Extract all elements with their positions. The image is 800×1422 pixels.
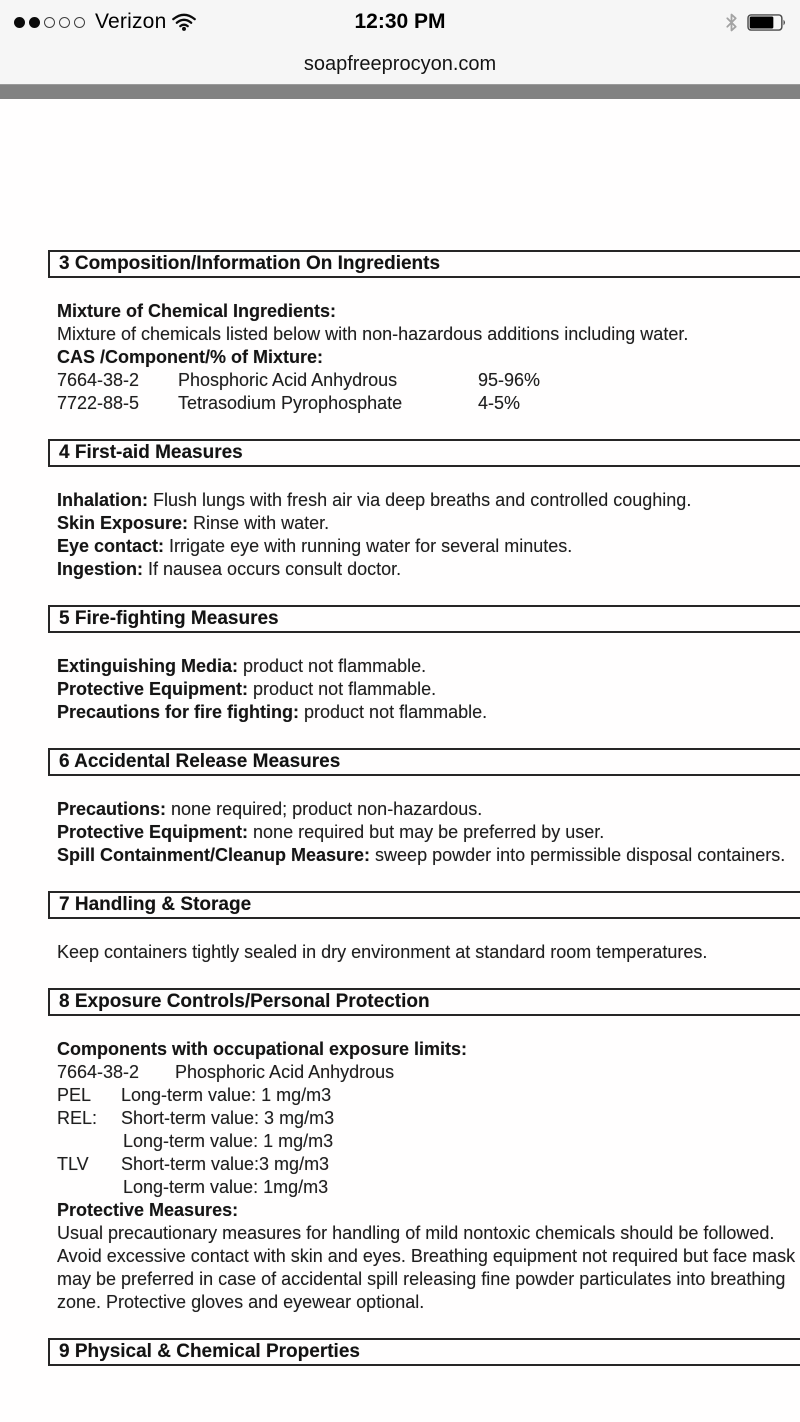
sds-section bbox=[0, 439, 800, 581]
doc-line-label: Extinguishing Media: bbox=[57, 656, 239, 676]
doc-line-text: If nausea occurs consult doctor. bbox=[143, 559, 402, 579]
status-bar bbox=[0, 0, 800, 44]
doc-line-text: Long-term value: 1 mg/m3 bbox=[123, 1131, 334, 1151]
doc-line bbox=[57, 535, 800, 558]
doc-line-text: Long-term value: 1mg/m3 bbox=[123, 1177, 329, 1197]
doc-line-text: Phosphoric Acid Anhydrous bbox=[175, 1062, 395, 1082]
doc-line-label: Protective Measures: bbox=[57, 1200, 239, 1220]
doc-line-label: Skin Exposure: bbox=[57, 513, 189, 533]
doc-line-text: Rinse with water. bbox=[188, 513, 330, 533]
battery-fill bbox=[750, 16, 774, 28]
doc-line-text: Short-term value:3 mg/m3 bbox=[121, 1154, 330, 1174]
sds-section bbox=[0, 250, 800, 415]
doc-line bbox=[57, 392, 800, 415]
doc-line-label: Ingestion: bbox=[57, 559, 143, 579]
doc-line-text: 7664-38-2 bbox=[57, 370, 140, 390]
section-heading: 5 Fire-fighting Measures bbox=[48, 605, 800, 633]
doc-line bbox=[57, 1199, 800, 1222]
doc-line-label: Precautions: bbox=[57, 799, 167, 819]
carrier-label: Verizon bbox=[95, 10, 167, 33]
doc-line-text: zone. Protective gloves and eyewear optional. bbox=[57, 1292, 425, 1312]
doc-line-text: 7722-88-5 bbox=[57, 393, 140, 413]
doc-line-label: CAS /Component/% of Mixture: bbox=[57, 347, 323, 367]
doc-line bbox=[57, 941, 800, 964]
doc-line-label: Inhalation: bbox=[57, 490, 148, 510]
doc-line bbox=[57, 1268, 800, 1291]
section-heading: 6 Accidental Release Measures bbox=[48, 748, 800, 776]
doc-line-text: none required but may be preferred by user. bbox=[248, 822, 605, 842]
doc-line bbox=[57, 346, 800, 369]
doc-line-text: Short-term value: 3 mg/m3 bbox=[121, 1108, 335, 1128]
bluetooth-icon bbox=[724, 13, 739, 32]
sds-section bbox=[0, 988, 800, 1314]
doc-line bbox=[57, 300, 800, 323]
doc-line-text: 4-5% bbox=[478, 393, 521, 413]
doc-line bbox=[57, 489, 800, 512]
doc-line-text: Long-term value: 1 mg/m3 bbox=[121, 1085, 332, 1105]
doc-line-text: REL: bbox=[57, 1108, 98, 1128]
doc-line-text: Tetrasodium Pyrophosphate bbox=[178, 393, 403, 413]
document-body bbox=[0, 250, 800, 1366]
doc-line bbox=[57, 323, 800, 346]
url-text: soapfreeprocyon.com bbox=[303, 52, 497, 75]
doc-line-text: Flush lungs with fresh air via deep breaths and controlled coughing. bbox=[148, 490, 692, 510]
doc-line-label: Mixture of Chemical Ingredients: bbox=[57, 301, 337, 321]
doc-line-text: may be preferred in case of accidental spill releasing fine powder particulates into breathing bbox=[57, 1269, 786, 1289]
doc-line-text: Phosphoric Acid Anhydrous bbox=[178, 370, 398, 390]
doc-line bbox=[57, 1153, 800, 1176]
section-heading: 4 First-aid Measures bbox=[48, 439, 800, 467]
doc-line-label: Eye contact: bbox=[57, 536, 165, 556]
section-heading: 3 Composition/Information On Ingredients bbox=[48, 250, 800, 278]
section-heading: 9 Physical & Chemical Properties bbox=[48, 1338, 800, 1366]
doc-line-text: 95-96% bbox=[478, 370, 541, 390]
doc-line bbox=[57, 1291, 800, 1314]
doc-line-label: Spill Containment/Cleanup Measure: bbox=[57, 845, 371, 865]
sds-section bbox=[0, 605, 800, 724]
section-heading: 7 Handling & Storage bbox=[48, 891, 800, 919]
doc-line-text: Irrigate eye with running water for several minutes. bbox=[164, 536, 573, 556]
doc-line-label: Precautions for fire fighting: bbox=[57, 702, 300, 722]
doc-line bbox=[57, 558, 800, 581]
doc-line-text: product not flammable. bbox=[299, 702, 488, 722]
doc-line bbox=[57, 798, 800, 821]
status-right-group bbox=[724, 0, 788, 44]
doc-line-label: Components with occupational exposure limits: bbox=[57, 1039, 468, 1059]
doc-line-text: PEL bbox=[57, 1085, 92, 1105]
doc-line bbox=[57, 1176, 800, 1199]
doc-line bbox=[57, 1061, 800, 1084]
sds-section bbox=[0, 1338, 800, 1366]
doc-line-text: product not flammable. bbox=[248, 679, 437, 699]
section-heading: 8 Exposure Controls/Personal Protection bbox=[48, 988, 800, 1016]
doc-line bbox=[57, 1038, 800, 1061]
doc-line bbox=[57, 655, 800, 678]
doc-line bbox=[57, 678, 800, 701]
doc-line-text: none required; product non-hazardous. bbox=[166, 799, 483, 819]
doc-line bbox=[57, 369, 800, 392]
sds-section bbox=[0, 748, 800, 867]
doc-line-text: sweep powder into permissible disposal containers. bbox=[370, 845, 786, 865]
doc-line bbox=[57, 1245, 800, 1268]
sds-section bbox=[0, 891, 800, 964]
doc-line-label: Protective Equipment: bbox=[57, 679, 249, 699]
doc-line bbox=[57, 821, 800, 844]
sds-document-page bbox=[0, 99, 800, 1422]
doc-line-label: Protective Equipment: bbox=[57, 822, 249, 842]
doc-line-text: 7664-38-2 bbox=[57, 1062, 140, 1082]
doc-line-text: product not flammable. bbox=[238, 656, 427, 676]
battery-icon bbox=[747, 13, 788, 32]
doc-line bbox=[57, 844, 800, 867]
doc-line-text: Keep containers tightly sealed in dry environment at standard room temperatures. bbox=[57, 942, 708, 962]
clock-time: 12:30 PM bbox=[354, 10, 446, 33]
doc-line bbox=[57, 1107, 800, 1130]
doc-line bbox=[57, 1130, 800, 1153]
doc-line-text: Usual precautionary measures for handling of mild nontoxic chemicals should be followed. bbox=[57, 1223, 775, 1243]
doc-line-text: TLV bbox=[57, 1154, 89, 1174]
doc-line bbox=[57, 701, 800, 724]
doc-line bbox=[57, 512, 800, 535]
doc-line-text: Avoid excessive contact with skin and eyes. Breathing equipment not required but face mask bbox=[57, 1246, 796, 1266]
url-bar[interactable] bbox=[0, 44, 800, 84]
page-top-separator bbox=[0, 84, 800, 99]
doc-line-text: Mixture of chemicals listed below with non-hazardous additions including water. bbox=[57, 324, 689, 344]
doc-line bbox=[57, 1084, 800, 1107]
doc-line bbox=[57, 1222, 800, 1245]
